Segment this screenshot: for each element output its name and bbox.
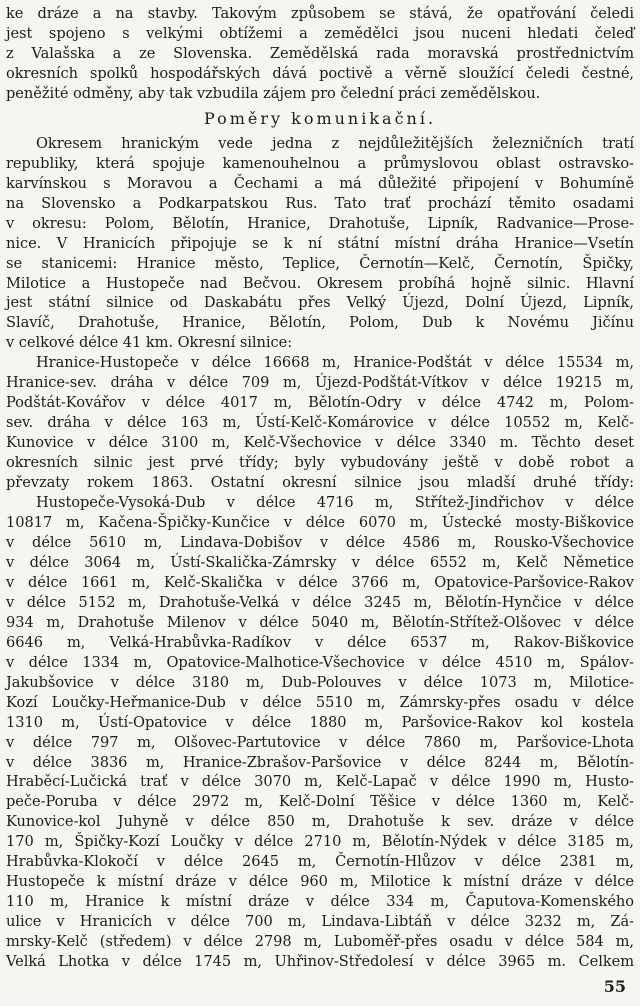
text-line: Hraběcí-Lučická trať v délce 3070 m, Kelč-Lapač v délce 1990 m, Husto- — [6, 773, 634, 791]
text-line: Milotice a Hustopeče nad Bečvou. Okresem probíhá hojně silnic. Hlavní — [6, 274, 634, 292]
text-line: v celkové délce 41 km. Okresní silnice: — [6, 334, 293, 352]
text-line: okresních spolků hospodářských dává poctivě a věrně sloužící čeledi čestné, — [6, 64, 634, 82]
text-line: Kozí Loučky-Heřmanice-Dub v délce 5510 m, Zámrsky-přes osadu v délce — [6, 693, 634, 711]
text-line: 6646 m, Velká-Hrabůvka-Radíkov v délce 6537 m, Rakov-Biškovice — [6, 633, 634, 651]
text-line: sev. dráha v délce 163 m, Ústí-Kelč-Komárovice v délce 10552 m, Kelč- — [6, 414, 634, 432]
text-line: Okresem hranickým vede jedna z nejdůležitějších železničních tratí — [36, 134, 634, 152]
text-line: Hranice-Hustopeče v délce 16668 m, Hranice-Podštát v délce 15534 m, — [36, 354, 634, 372]
text-line: v délce 5152 m, Drahotuše-Velká v délce 3245 m, Bělotín-Hynčice v délce — [6, 593, 634, 611]
text-line: ke dráze a na stavby. Takovým způsobem se stává, že opatřování čeledi — [6, 5, 634, 22]
text-line: 934 m, Drahotuše Milenov v délce 5040 m, Bělotín-Střítež-Olšovec v délce — [6, 613, 634, 631]
text-line: ulice v Hranicích v délce 700 m, Lindava-Libtáň v délce 3232 m, Zá- — [6, 913, 634, 931]
text-line: peče-Poruba v délce 2972 m, Kelč-Dolní Těšice v délce 1360 m, Kelč- — [6, 793, 634, 811]
text-line: Kunovice v délce 3100 m, Kelč-Všechovice v délce 3340 m. Těchto deset — [6, 434, 634, 452]
text-line: mrsky-Kelč (středem) v délce 2798 m, Luboměř-přes osadu v délce 584 m, — [6, 933, 634, 951]
text-line: v okresu: Polom, Bělotín, Hranice, Drahotuše, Lipník, Radvanice—Prose- — [6, 214, 634, 232]
text-line: Hustopeče k místní dráze v délce 960 m, Milotice k místní dráze v délce — [6, 873, 634, 891]
text-line: nice. V Hranicích připojuje se k ní státní místní dráha Hranice—Vsetín — [6, 234, 634, 252]
text-line: v délce 3064 m, Ústí-Skalička-Zámrsky v délce 6552 m, Kelč Němetice — [6, 553, 634, 571]
text-line: 10817 m, Kačena-Špičky-Kunčice v délce 6070 m, Ústecké mosty-Biškovice — [6, 514, 634, 531]
text-line: Jakubšovice v délce 3180 m, Dub-Polouves v délce 1073 m, Milotice- — [6, 673, 634, 691]
text-line: Hustopeče-Vysoká-Dub v délce 4716 m, Střítež-Jindřichov v délce — [36, 494, 634, 511]
text-line: na Slovensko a Podkarpatskou Rus. Tato trať prochází těmito osadami — [6, 194, 634, 212]
text-line: republiky, která spojuje kamenouhelnou a průmyslovou oblast ostravsko- — [6, 154, 634, 172]
text-line: v délce 797 m, Olšovec-Partutovice v délce 7860 m, Paršovice-Lhota — [6, 733, 634, 751]
text-line: v délce 5610 m, Lindava-Dobišov v délce 4586 m, Rousko-Všechovice — [6, 533, 634, 551]
text-line: 1310 m, Ústí-Opatovice v délce 1880 m, Paršovice-Rakov kol kostela — [6, 713, 634, 731]
page-number: 55 — [603, 977, 626, 996]
text-line: karvínskou s Moravou a Čechami a má důležité připojení v Bohumíně — [6, 174, 634, 192]
text-line: převzaty rokem 1863. Ostatní okresní silnice jsou mladší druhé třídy: — [6, 474, 634, 492]
text-line: okresních silnic jest prvé třídy; byly vybudovány ještě v době robot a — [6, 454, 634, 472]
text-line: Velká Lhotka v délce 1745 m, Uhřinov-Středolesí v délce 3965 m. Celkem — [6, 953, 634, 970]
section-title: Poměry komunikační. — [203, 108, 437, 128]
document-page — [6, 4, 634, 1004]
text-line: Hranice-sev. dráha v délce 709 m, Újezd-Podštát-Vítkov v délce 19215 m, — [6, 374, 634, 392]
text-line: Hrabůvka-Klokočí v délce 2645 m, Černotín-Hlůzov v délce 2381 m, — [6, 853, 634, 871]
text-line: Podštát-Kovářov v délce 4017 m, Bělotín-Odry v délce 4742 m, Polom- — [6, 394, 634, 412]
text-line: z Valašska a ze Slovenska. Zemědělská rada moravská prostřednictvím — [6, 44, 634, 62]
text-line: peněžité odměny, aby tak vzbudila zájem pro čelední práci zemědělskou. — [6, 84, 541, 102]
text-line: Kunovice-kol Juhyně v délce 850 m, Drahotuše k sev. dráze v délce — [6, 813, 634, 831]
text-line: Slavíč, Drahotuše, Hranice, Bělotín, Polom, Dub k Novému Jičínu — [6, 314, 634, 332]
text-line: se stanicemi: Hranice město, Teplice, Černotín—Kelč, Černotín, Špičky, — [6, 254, 634, 272]
text-line: 110 m, Hranice k místní dráze v délce 334 m, Čaputova-Komenského — [6, 893, 634, 911]
text-line: v délce 1661 m, Kelč-Skalička v délce 3766 m, Opatovice-Paršovice-Rakov — [6, 573, 634, 591]
text-line: v délce 1334 m, Opatovice-Malhotice-Všechovice v délce 4510 m, Spálov- — [6, 653, 634, 671]
text-line: jest spojeno s velkými obtížemi a zemědělci jsou nuceni hledati čeleď — [6, 25, 634, 42]
text-line: v délce 3836 m, Hranice-Zbrašov-Paršovice v délce 8244 m, Bělotín- — [6, 753, 634, 771]
text-line: jest státní silnice od Daskabátu přes Velký Újezd, Dolní Újezd, Lipník, — [6, 294, 634, 312]
text-line: 170 m, Špičky-Kozí Loučky v délce 2710 m, Bělotín-Nýdek v délce 3185 m, — [6, 833, 634, 851]
